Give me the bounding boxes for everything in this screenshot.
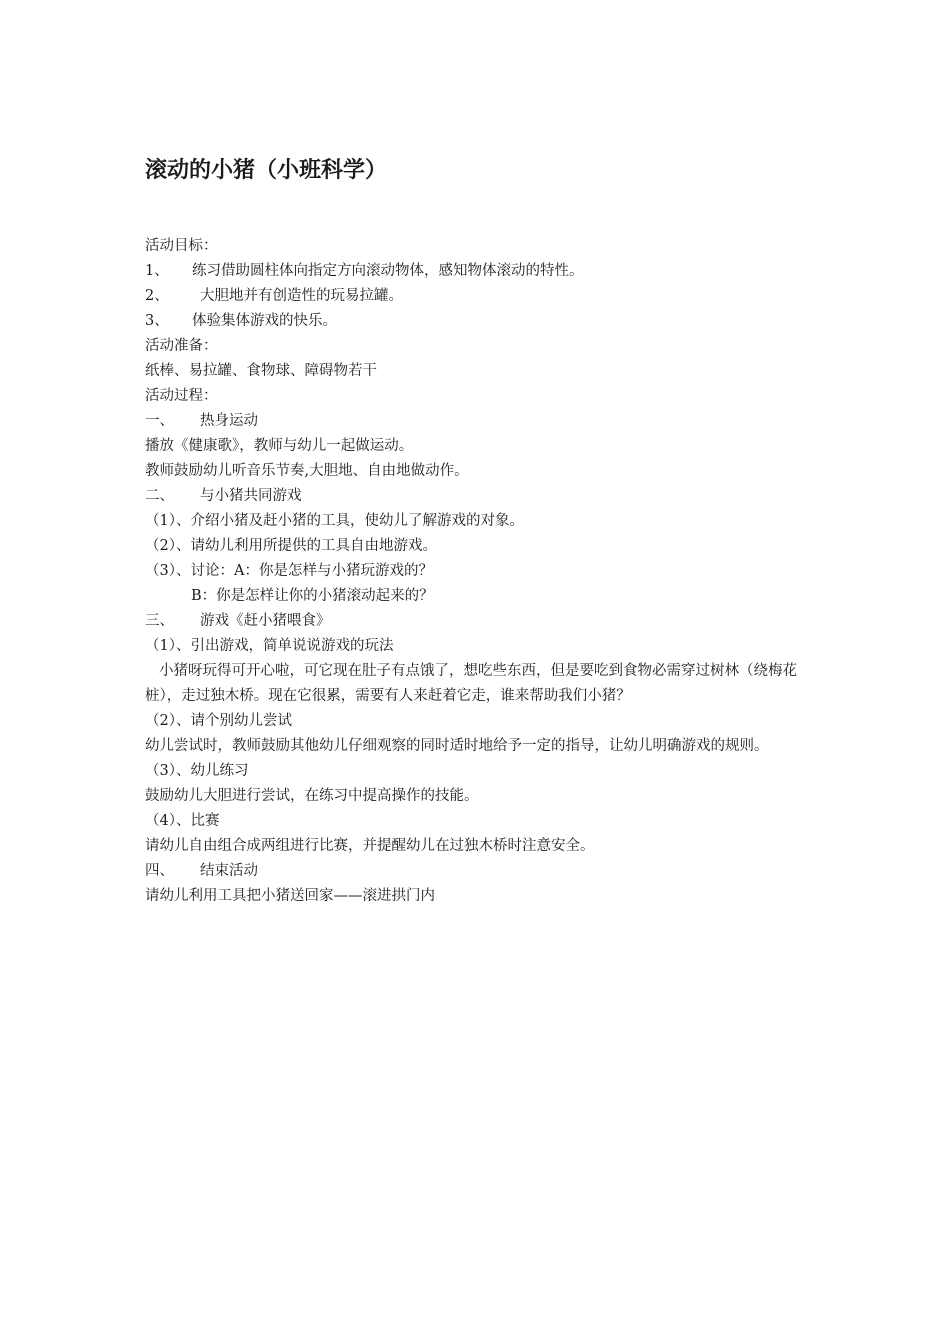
goal-number: 3、	[145, 313, 169, 329]
paragraph-line: 播放《健康歌》，教师与幼儿一起做运动。	[145, 438, 414, 454]
paragraph-line: （2）、请幼儿利用所提供的工具自由地游戏。	[145, 538, 437, 554]
document-title: 滚动的小猪（小班科学）	[145, 158, 388, 183]
section-title: 游戏《赶小猪喂食》	[200, 613, 331, 629]
paragraph-line: B：你是怎样让你的小猪滚动起来的？	[191, 588, 434, 604]
section-heading-4	[145, 859, 813, 884]
paragraph: 请幼儿利用工具把小猪送回家——滚进拱门内	[145, 888, 435, 904]
section-number: 三、	[145, 613, 174, 629]
paragraph-line: （3）、讨论：A：你是怎样与小猪玩游戏的？	[145, 563, 433, 579]
goal-item-3	[145, 309, 813, 334]
step-heading: （2）、请个别幼儿尝试	[145, 713, 292, 729]
paragraph-line: 教师鼓励幼儿听音乐节奏,大胆地、自由地做动作。	[145, 463, 469, 479]
goals-heading: 活动目标：	[145, 238, 218, 254]
goal-text: 练习借助圆柱体向指定方向滚动物体，感知物体滚动的特性。	[192, 263, 584, 279]
document-body	[145, 234, 813, 909]
section-heading-2	[145, 484, 813, 509]
goal-text: 体验集体游戏的快乐。	[192, 313, 337, 329]
step-heading: （4）、比赛	[145, 813, 220, 829]
section-title: 结束活动	[200, 863, 258, 879]
section-number: 四、	[145, 863, 174, 879]
step-heading: （1）、引出游戏，简单说说游戏的玩法	[145, 638, 394, 654]
section-heading-1	[145, 409, 813, 434]
paragraph: 小猪呀玩得可开心啦，可它现在肚子有点饿了，想吃些东西，但是要吃到食物必需穿过树林（绕梅花桩），走过独木桥。现在它很累，需要有人来赶着它走，谁来帮助我们小猪？	[145, 663, 797, 704]
step-heading: （3）、幼儿练习	[145, 763, 249, 779]
process-heading: 活动过程：	[145, 388, 218, 404]
section-number: 一、	[145, 413, 174, 429]
paragraph: 鼓励幼儿大胆进行尝试，在练习中提高操作的技能。	[145, 788, 479, 804]
paragraph: 请幼儿自由组合成两组进行比赛，并提醒幼儿在过独木桥时注意安全。	[145, 838, 595, 854]
prep-heading: 活动准备：	[145, 338, 218, 354]
goal-item-1	[145, 259, 813, 284]
section-title: 热身运动	[200, 413, 258, 429]
paragraph: 幼儿尝试时，教师鼓励其他幼儿仔细观察的同时适时地给予一定的指导，让幼儿明确游戏的规则。	[145, 738, 769, 754]
section-number: 二、	[145, 488, 174, 504]
goal-number: 2、	[145, 288, 169, 304]
prep-text: 纸棒、易拉罐、食物球、障碍物若干	[145, 363, 377, 379]
section-heading-3	[145, 609, 813, 634]
paragraph-line: （1）、介绍小猪及赶小猪的工具，使幼儿了解游戏的对象。	[145, 513, 524, 529]
section-title: 与小猪共同游戏	[200, 488, 302, 504]
goal-text: 大胆地并有创造性的玩易拉罐。	[200, 288, 403, 304]
goal-number: 1、	[145, 263, 169, 279]
goal-item-2	[145, 284, 813, 309]
